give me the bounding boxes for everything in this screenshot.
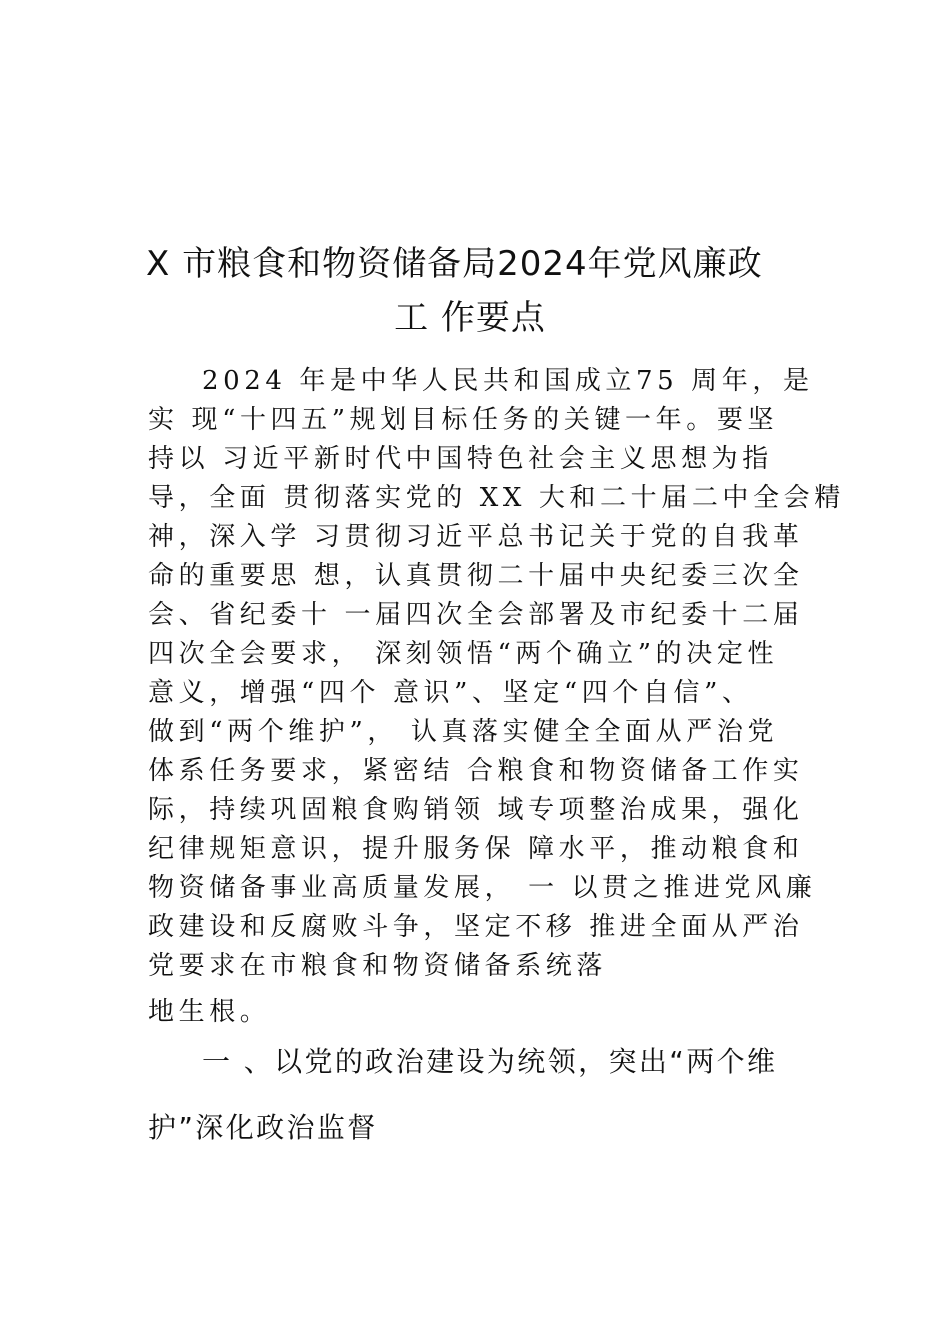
paragraph-line: 体系任务要求，紧密结 合粮食和物资储备工作实: [148, 756, 804, 786]
paragraph-line: 纪律规矩意识，提升服务保 障水平，推动粮食和: [148, 834, 804, 864]
paragraph-line: 物资储备事业高质量发展， 一 以贯之推进党风廉: [148, 873, 817, 903]
paragraph-line: 持以 习近平新时代中国特色社会主义思想为指: [148, 444, 773, 474]
paragraph-line: 2024 年是中华人民共和国成立75 周年，是: [202, 366, 814, 396]
paragraph-line: 实 现“十四五”规划目标任务的关键一年。要坚: [148, 405, 779, 435]
paragraph-line: 会、省纪委十 一届四次全会部署及市纪委十二届: [148, 600, 804, 630]
paragraph-line: 导，全面 贯彻落实党的 XX 大和二十届二中全会精: [148, 483, 845, 513]
document-title-line-1: X 市粮食和物资储备局2024年党风廉政: [146, 244, 763, 284]
paragraph-line: 际，持续巩固粮食购销领 域专项整治成果，强化: [148, 795, 804, 825]
section-heading-line-2: 护”深化政治监督: [148, 1111, 378, 1144]
paragraph-line: 命的重要思 想，认真贯彻二十届中央纪委三次全: [148, 561, 804, 591]
paragraph-line: 做到“两个维护”， 认真落实健全全面从严治党: [148, 717, 779, 747]
document-title-line-2: 工 作要点: [394, 298, 546, 338]
paragraph-tail: 地生根。: [148, 997, 271, 1027]
paragraph-line: 党要求在市粮食和物资储备系统落: [148, 951, 608, 981]
paragraph-line: 神，深入学 习贯彻习近平总书记关于党的自我革: [148, 522, 804, 552]
paragraph-line: 四次全会要求， 深刻领悟“两个确立”的决定性: [148, 639, 779, 669]
section-heading-line-1: 一 、以党的政治建设为统领，突出“两个维: [202, 1045, 778, 1078]
paragraph-line: 意义，增强“四个 意识”、坚定“四个自信”、: [148, 678, 753, 708]
paragraph-line: 政建设和反腐败斗争，坚定不移 推进全面从严治: [148, 912, 804, 942]
